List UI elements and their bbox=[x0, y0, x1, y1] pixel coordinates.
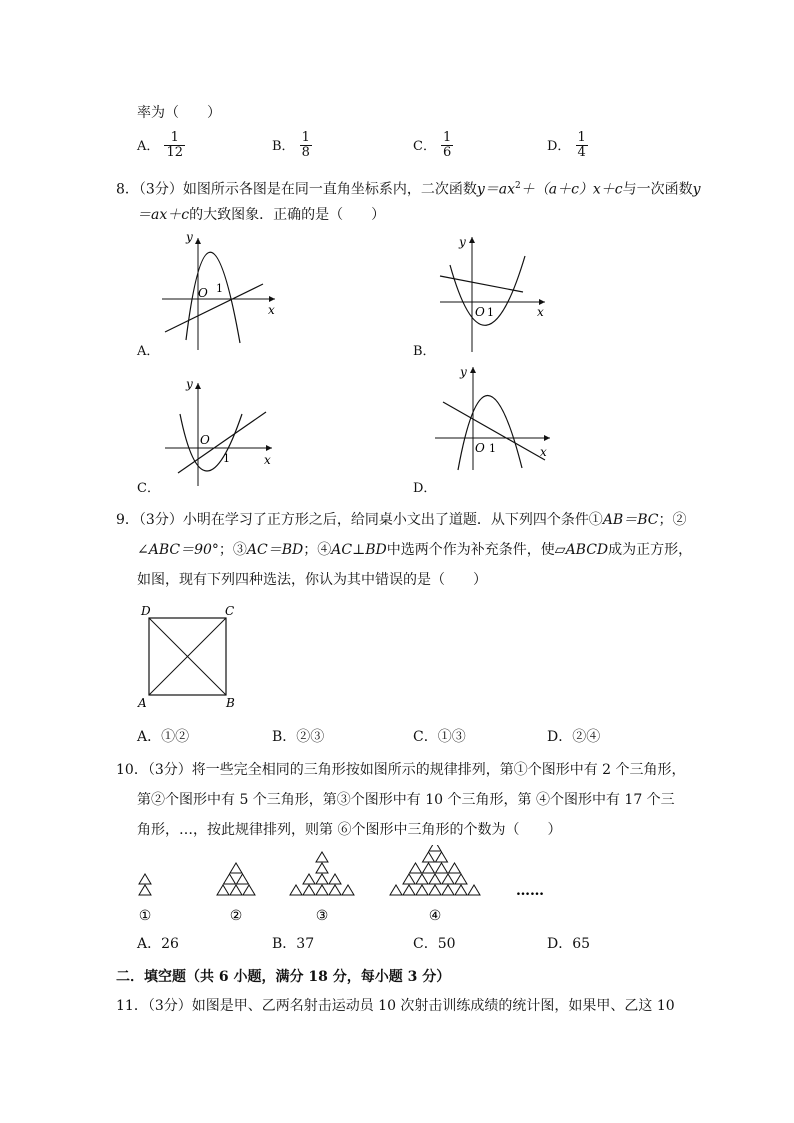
q7-option-c[interactable]: C． $\frac{1}{6}$ bbox=[413, 130, 452, 160]
triangle-mark bbox=[290, 885, 302, 895]
vertex-a-label: A bbox=[138, 696, 147, 710]
line bbox=[178, 412, 266, 473]
q8-option-c[interactable]: C． bbox=[137, 481, 160, 496]
triangle-mark bbox=[316, 863, 328, 873]
triangle-mark bbox=[329, 885, 341, 895]
q11-stem-line1: 11．（3分）如图是甲、乙两名射击运动员 10 次射击训练成绩的统计图，如果甲、乙这 10 bbox=[116, 998, 675, 1014]
line bbox=[440, 276, 523, 292]
q8-stem-line2: ＝ax＋c的大致图象．正确的是（ ） bbox=[137, 207, 386, 223]
tick-one-label: 1 bbox=[216, 282, 223, 295]
q9-stem-line2: ∠ABC＝90°；③AC＝BD；④AC⊥BD中选两个作为补充条件，使▱ABCD成为正方形， bbox=[137, 542, 693, 558]
triangle-mark bbox=[237, 874, 249, 884]
triangle-mark bbox=[329, 874, 341, 884]
q8-graph-d bbox=[430, 362, 555, 472]
triangle-mark bbox=[442, 874, 454, 884]
q10-option-b[interactable]: B．37 bbox=[272, 936, 315, 952]
triangle-mark bbox=[316, 885, 328, 895]
triangle-mark bbox=[224, 874, 236, 884]
triangle-mark bbox=[243, 885, 255, 895]
q9-option-d[interactable]: D．②④ bbox=[547, 729, 601, 745]
line bbox=[165, 284, 263, 332]
triangle-mark bbox=[423, 863, 435, 873]
vertex-c-label: C bbox=[225, 604, 235, 618]
q7-option-b[interactable]: B． $\frac{1}{8}$ bbox=[272, 130, 310, 160]
y-label: y bbox=[459, 235, 466, 249]
q9-square-figure bbox=[136, 600, 246, 710]
triangle-mark bbox=[217, 885, 229, 895]
triangle-mark bbox=[316, 874, 328, 884]
q7-option-d[interactable]: D． $\frac{1}{4}$ bbox=[547, 130, 586, 160]
figure-4-label: ④ bbox=[428, 908, 442, 924]
triangle-mark bbox=[403, 885, 415, 895]
triangle-mark bbox=[429, 885, 441, 895]
q10-stem-line2: 第②个图形中有 5 个三角形，第③个图形中有 10 个三角形，第 ④个图形中有 17 个三 bbox=[137, 792, 675, 808]
triangle-mark bbox=[449, 863, 461, 873]
triangle-mark bbox=[139, 874, 151, 884]
tick-one-label: 1 bbox=[489, 442, 496, 455]
q8-option-a[interactable]: A． bbox=[137, 344, 160, 359]
triangle-mark bbox=[429, 874, 441, 884]
parabola bbox=[458, 395, 522, 470]
y-label: y bbox=[186, 378, 193, 391]
triangle-mark bbox=[303, 885, 315, 895]
triangle-mark bbox=[468, 885, 480, 895]
figure-2-label: ② bbox=[229, 908, 243, 924]
triangle-mark bbox=[403, 874, 415, 884]
triangle-mark bbox=[230, 863, 242, 873]
origin-label: O bbox=[475, 441, 485, 455]
q7-stem-tail: 率为（ ） bbox=[137, 105, 221, 121]
vertex-d-label: D bbox=[141, 604, 151, 618]
q10-stem-line3: 角形，…，按此规律排列，则第 ⑥个图形中三角形的个数为（ ） bbox=[137, 822, 562, 838]
figure-3-label: ③ bbox=[315, 908, 329, 924]
section-heading-fill-in: 二．填空题（共 6 小题，满分 18 分，每小题 3 分） bbox=[116, 969, 451, 985]
q9-option-a[interactable]: A．①② bbox=[137, 729, 190, 745]
q8-graph-a bbox=[150, 228, 290, 353]
tick-one-label: 1 bbox=[487, 306, 494, 319]
figure-1-label: ① bbox=[138, 908, 152, 924]
x-label: x bbox=[268, 303, 275, 317]
triangle-mark bbox=[410, 863, 422, 873]
vertex-b-label: B bbox=[226, 696, 235, 710]
q10-triangle-figures bbox=[130, 845, 560, 925]
triangle-mark bbox=[139, 885, 151, 895]
triangle-mark bbox=[436, 863, 448, 873]
q8-graph-b bbox=[435, 232, 555, 357]
parabola bbox=[180, 414, 242, 471]
triangle-mark bbox=[316, 852, 328, 862]
q10-stem-line1: 10．（3分）将一些完全相同的三角形按如图所示的规律排列，第①个图形中有 2 个三角形， bbox=[116, 762, 686, 778]
q8-option-b[interactable]: B． bbox=[413, 344, 436, 359]
parabola bbox=[186, 252, 240, 343]
triangle-mark bbox=[442, 885, 454, 895]
triangle-mark bbox=[416, 885, 428, 895]
triangle-mark bbox=[429, 845, 441, 851]
x-label: x bbox=[264, 453, 271, 467]
ellipsis: …… bbox=[516, 883, 544, 899]
triangle-mark bbox=[423, 852, 435, 862]
tick-one-label: 1 bbox=[223, 452, 230, 465]
triangle-mark bbox=[455, 885, 467, 895]
x-label: x bbox=[540, 445, 547, 459]
x-label: x bbox=[537, 305, 544, 319]
q8-option-d[interactable]: D． bbox=[413, 481, 437, 496]
q9-stem-line1: 9．（3分）小明在学习了正方形之后，给同桌小文出了道题．从下列四个条件①AB＝BC；② bbox=[116, 512, 687, 528]
origin-label: O bbox=[475, 305, 485, 319]
triangle-mark bbox=[455, 874, 467, 884]
q10-option-a[interactable]: A．26 bbox=[137, 936, 179, 952]
q9-option-c[interactable]: C．①③ bbox=[413, 729, 466, 745]
triangle-mark bbox=[416, 874, 428, 884]
triangle-mark bbox=[390, 885, 402, 895]
origin-label: O bbox=[198, 286, 208, 300]
q8-graph-c bbox=[160, 378, 280, 488]
q10-option-d[interactable]: D．65 bbox=[547, 936, 591, 952]
triangle-mark bbox=[230, 885, 242, 895]
q9-stem-line3: 如图，现有下列四种选法，你认为其中错误的是（ ） bbox=[137, 572, 487, 588]
q9-option-b[interactable]: B．②③ bbox=[272, 729, 325, 745]
q8-stem-line1: 8．（3分）如图所示各图是在同一直角坐标系内，二次函数$y=ax^2+(a+c)x+c$与一次函数y bbox=[116, 181, 701, 198]
y-label: y bbox=[460, 365, 467, 379]
origin-label: O bbox=[200, 433, 210, 447]
triangle-mark bbox=[342, 885, 354, 895]
y-label: y bbox=[186, 230, 193, 244]
q7-option-a[interactable]: A． $\frac{1}{12}$ bbox=[137, 130, 184, 160]
triangle-mark bbox=[436, 852, 448, 862]
q10-option-c[interactable]: C．50 bbox=[413, 936, 456, 952]
triangle-mark bbox=[303, 874, 315, 884]
